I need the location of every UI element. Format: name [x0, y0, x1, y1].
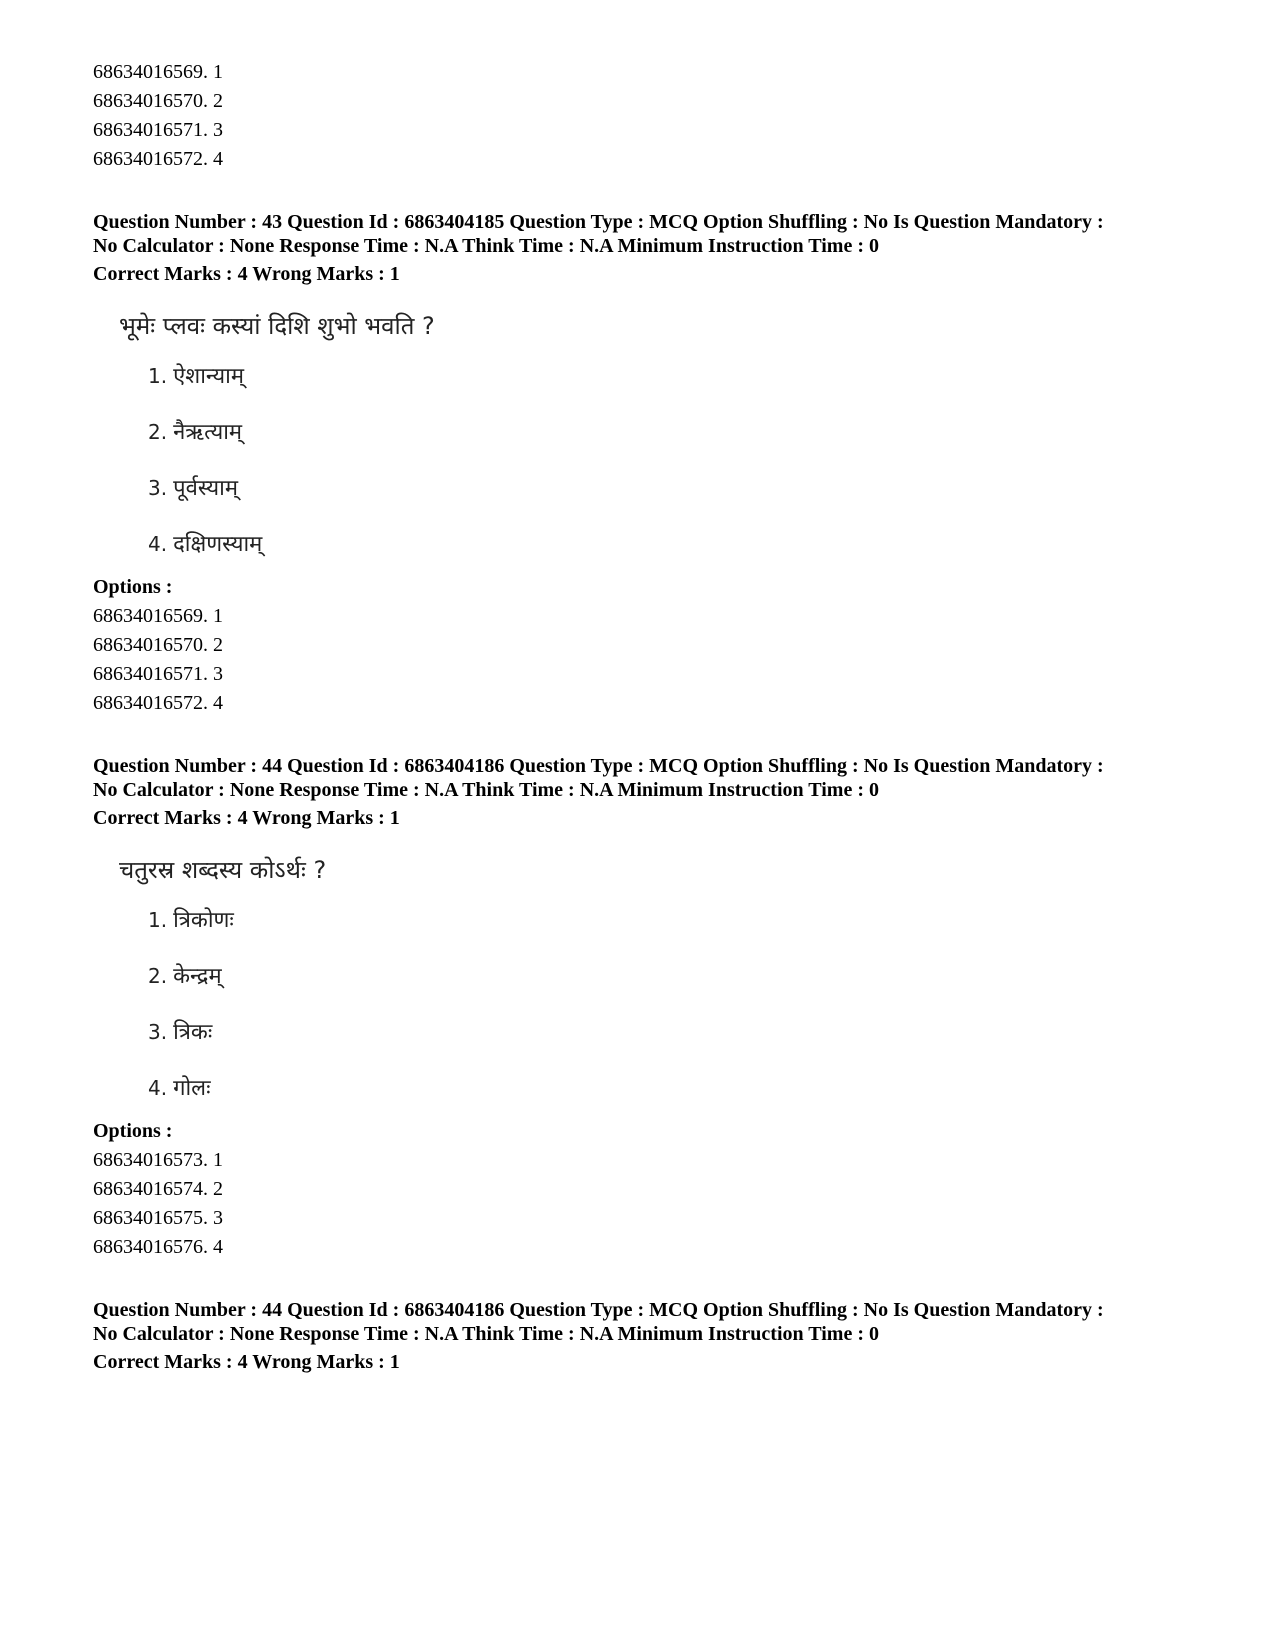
option-row: 68634016570. 2: [93, 634, 223, 656]
question-choice: 2. नैऋत्याम्: [148, 420, 243, 445]
options-label: Options :: [93, 576, 173, 598]
option-row: 68634016571. 3: [93, 663, 223, 685]
option-row: 68634016574. 2: [93, 1178, 223, 1200]
option-row: 68634016572. 4: [93, 692, 223, 714]
question-choice: 3. त्रिकः: [148, 1020, 213, 1045]
option-row: 68634016570. 2: [93, 90, 223, 112]
question-meta-line2: No Calculator : None Response Time : N.A Think Time : N.A Minimum Instruction Time : 0: [93, 779, 879, 801]
option-row: 68634016569. 1: [93, 605, 223, 627]
question-meta-line2: No Calculator : None Response Time : N.A Think Time : N.A Minimum Instruction Time : 0: [93, 1323, 879, 1345]
question-choice: 2. केन्द्रम्: [148, 964, 222, 989]
question-block-43: [93, 210, 1203, 718]
question-block-44: [93, 754, 1203, 1262]
document-page: [93, 58, 1203, 1377]
question-choice: 1. ऐशान्याम्: [148, 364, 245, 389]
option-row: 68634016569. 1: [93, 61, 223, 83]
question-text: भूमेः प्लवः कस्यां दिशि शुभो भवति ?: [119, 312, 435, 340]
option-row: 68634016573. 1: [93, 1149, 223, 1171]
question-marks: Correct Marks : 4 Wrong Marks : 1: [93, 807, 400, 829]
option-row: 68634016576. 4: [93, 1236, 223, 1258]
question-marks: Correct Marks : 4 Wrong Marks : 1: [93, 263, 400, 285]
question-choice: 3. पूर्वस्याम्: [148, 476, 238, 501]
question-text: चतुरस्र शब्दस्य कोऽर्थः ?: [119, 856, 327, 884]
option-row: 68634016571. 3: [93, 119, 223, 141]
option-row: 68634016575. 3: [93, 1207, 223, 1229]
question-meta-line1: Question Number : 44 Question Id : 6863404186 Question Type : MCQ Option Shuffling : No Is Question Mandatory :: [93, 755, 1104, 777]
question-choice: 1. त्रिकोणः: [148, 908, 234, 933]
question-choice: 4. दक्षिणस्याम्: [148, 532, 263, 557]
question-choice: 4. गोलः: [148, 1076, 211, 1101]
top-options-list: [93, 58, 1203, 174]
option-row: 68634016572. 4: [93, 148, 223, 170]
question-meta-line1: Question Number : 43 Question Id : 6863404185 Question Type : MCQ Option Shuffling : No Is Question Mandatory :: [93, 211, 1104, 233]
question-meta-line2: No Calculator : None Response Time : N.A Think Time : N.A Minimum Instruction Time : 0: [93, 235, 879, 257]
question-block-trailing: [93, 1298, 1203, 1377]
options-label: Options :: [93, 1120, 173, 1142]
question-marks: Correct Marks : 4 Wrong Marks : 1: [93, 1351, 400, 1373]
question-meta-line1: Question Number : 44 Question Id : 6863404186 Question Type : MCQ Option Shuffling : No Is Question Mandatory :: [93, 1299, 1104, 1321]
